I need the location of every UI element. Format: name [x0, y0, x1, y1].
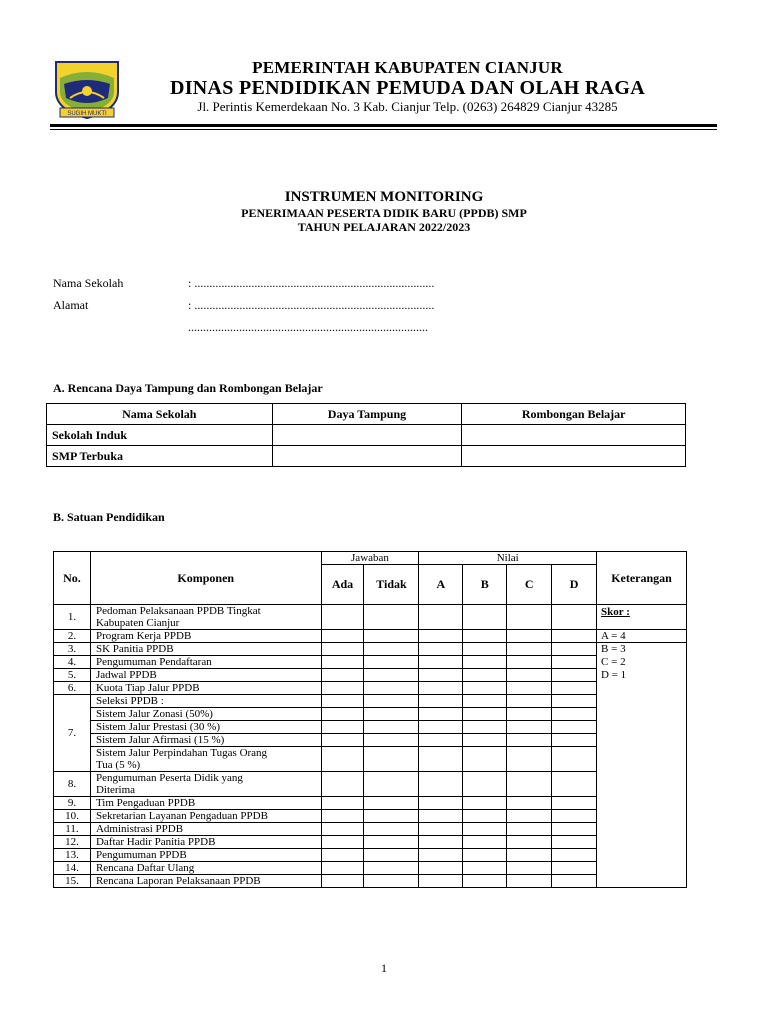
score-d-cell[interactable] — [552, 797, 597, 810]
score-c-cell[interactable] — [507, 695, 552, 708]
academic-year: TAHUN PELAJARAN 2022/2023 — [297, 220, 471, 234]
score-d-cell[interactable] — [552, 747, 597, 772]
component-label: Rencana Laporan Pelaksanaan PPDB — [90, 875, 321, 888]
component-label: Pengumuman Pendaftaran — [90, 656, 321, 669]
table-row — [54, 708, 687, 721]
component-label: Sistem Jalur Perpindahan Tugas Orang — [95, 747, 268, 759]
study-groups-cell[interactable] — [462, 446, 686, 467]
regency-logo — [52, 58, 122, 122]
answer-yes-cell[interactable] — [321, 862, 364, 875]
table-row — [47, 446, 686, 467]
component-label: Diterima — [95, 784, 136, 796]
row-number: 8. — [54, 772, 91, 797]
score-a-cell[interactable] — [419, 747, 463, 772]
component-label: Daftar Hadir Panitia PPDB — [90, 836, 321, 849]
score-b-cell[interactable] — [463, 708, 507, 721]
column-header-capacity: Daya Tampung — [272, 404, 462, 425]
score-c-cell[interactable] — [507, 656, 552, 669]
answer-no-cell[interactable] — [364, 605, 419, 630]
score-a-cell[interactable] — [419, 823, 463, 836]
score-d-cell[interactable] — [552, 630, 597, 643]
score-a-cell[interactable] — [419, 772, 463, 797]
answer-yes-cell[interactable] — [321, 797, 364, 810]
score-a-cell[interactable] — [419, 643, 463, 656]
school-name-field[interactable]: : ................................................................................ — [188, 276, 435, 290]
answer-yes-cell[interactable] — [321, 643, 364, 656]
logo-motto: SUGIH MUKTI — [67, 111, 107, 117]
answer-no-cell[interactable] — [364, 862, 419, 875]
row-number: 5. — [54, 669, 91, 682]
score-c-cell[interactable] — [507, 875, 552, 888]
component-label: Tua (5 %) — [95, 759, 141, 771]
address-field[interactable]: : ................................................................................ — [188, 298, 435, 312]
table-row — [54, 797, 687, 810]
score-b-cell[interactable] — [463, 875, 507, 888]
score-c-cell[interactable] — [507, 836, 552, 849]
score-b-cell[interactable] — [463, 630, 507, 643]
score-b-cell[interactable] — [463, 797, 507, 810]
component-label: SK Panitia PPDB — [90, 643, 321, 656]
score-a-cell[interactable] — [419, 708, 463, 721]
answer-yes-cell[interactable] — [321, 810, 364, 823]
row-number: 14. — [54, 862, 91, 875]
answer-no-cell[interactable] — [364, 810, 419, 823]
section-a-heading: A. Rencana Daya Tampung dan Rombongan Belajar — [53, 381, 323, 395]
column-header-b: B — [463, 565, 507, 605]
column-header-no: No. — [54, 552, 91, 605]
study-groups-cell[interactable] — [462, 425, 686, 446]
component-label: Tim Pengaduan PPDB — [90, 797, 321, 810]
header-divider-thin — [50, 129, 717, 130]
table-row — [54, 721, 687, 734]
office-address: Jl. Perintis Kemerdekaan No. 3 Kab. Cianjur Telp. (0263) 264829 Cianjur 43285 — [197, 99, 618, 114]
table-row — [54, 734, 687, 747]
component-label: Seleksi PPDB : — [90, 695, 321, 708]
table-row — [54, 810, 687, 823]
answer-no-cell[interactable] — [364, 669, 419, 682]
answer-yes-cell[interactable] — [321, 695, 364, 708]
score-b-cell[interactable] — [463, 810, 507, 823]
component-label: Sekretarian Layanan Pengaduan PPDB — [90, 810, 321, 823]
row-number: 3. — [54, 643, 91, 656]
table-row — [54, 695, 687, 708]
score-c-cell[interactable] — [507, 682, 552, 695]
column-header-yes: Ada — [321, 565, 364, 605]
score-d-cell[interactable] — [552, 643, 597, 656]
score-c-cell[interactable] — [507, 708, 552, 721]
table-row — [54, 862, 687, 875]
row-label-open-school: SMP Terbuka — [47, 446, 273, 467]
answer-no-cell[interactable] — [364, 695, 419, 708]
score-b-cell[interactable] — [463, 605, 507, 630]
score-d-cell[interactable] — [552, 682, 597, 695]
score-d-cell[interactable] — [552, 669, 597, 682]
score-b-cell[interactable] — [463, 734, 507, 747]
row-label-main-school: Sekolah Induk — [47, 425, 273, 446]
score-a-cell[interactable] — [419, 721, 463, 734]
score-a-cell[interactable] — [419, 875, 463, 888]
table-row — [54, 823, 687, 836]
row-number: 10. — [54, 810, 91, 823]
answer-no-cell[interactable] — [364, 747, 419, 772]
score-legend-title: Skor : — [601, 606, 630, 618]
table-header-row — [54, 552, 687, 565]
score-c-cell[interactable] — [507, 862, 552, 875]
score-d-cell[interactable] — [552, 708, 597, 721]
score-legend-c: C = 2 — [601, 656, 626, 668]
row-number: 15. — [54, 875, 91, 888]
answer-no-cell[interactable] — [364, 643, 419, 656]
score-a-cell[interactable] — [419, 836, 463, 849]
component-cell — [90, 772, 321, 797]
answer-no-cell[interactable] — [364, 708, 419, 721]
row-number: 1. — [54, 605, 91, 630]
column-header-answer: Jawaban — [321, 552, 419, 565]
column-header-c: C — [507, 565, 552, 605]
table-row — [54, 656, 687, 669]
document-subtitle: PENERIMAAN PESERTA DIDIK BARU (PPDB) SMP — [241, 206, 527, 220]
answer-yes-cell[interactable] — [321, 836, 364, 849]
answer-yes-cell[interactable] — [321, 630, 364, 643]
score-d-cell[interactable] — [552, 695, 597, 708]
school-name-label: Nama Sekolah — [53, 276, 124, 290]
score-c-cell[interactable] — [507, 747, 552, 772]
component-label: Pedoman Pelaksanaan PPDB Tingkat — [95, 605, 261, 617]
table-row — [54, 836, 687, 849]
score-a-cell[interactable] — [419, 810, 463, 823]
section-b-heading: B. Satuan Pendidikan — [53, 510, 165, 524]
office-name: DINAS PENDIDIKAN PEMUDA DAN OLAH RAGA — [169, 77, 645, 99]
row-number: 6. — [54, 682, 91, 695]
component-label: Sistem Jalur Afirmasi (15 %) — [90, 734, 321, 747]
page-number: 1 — [381, 961, 387, 975]
score-a-cell[interactable] — [419, 682, 463, 695]
answer-yes-cell[interactable] — [321, 823, 364, 836]
score-c-cell[interactable] — [507, 823, 552, 836]
score-d-cell[interactable] — [552, 836, 597, 849]
score-b-cell[interactable] — [463, 836, 507, 849]
score-b-cell[interactable] — [463, 721, 507, 734]
answer-yes-cell[interactable] — [321, 605, 364, 630]
score-d-cell[interactable] — [552, 823, 597, 836]
monitoring-table — [53, 551, 687, 888]
score-d-cell[interactable] — [552, 862, 597, 875]
score-a-cell[interactable] — [419, 734, 463, 747]
score-b-cell[interactable] — [463, 682, 507, 695]
table-row — [54, 682, 687, 695]
row-number: 12. — [54, 836, 91, 849]
score-c-cell[interactable] — [507, 797, 552, 810]
score-c-cell[interactable] — [507, 630, 552, 643]
score-legend-a: A = 4 — [597, 630, 687, 643]
column-header-d: D — [552, 565, 597, 605]
answer-yes-cell[interactable] — [321, 682, 364, 695]
answer-yes-cell[interactable] — [321, 656, 364, 669]
answer-yes-cell[interactable] — [321, 772, 364, 797]
answer-no-cell[interactable] — [364, 682, 419, 695]
score-d-cell[interactable] — [552, 656, 597, 669]
component-label: Rencana Daftar Ulang — [90, 862, 321, 875]
score-c-cell[interactable] — [507, 643, 552, 656]
score-c-cell[interactable] — [507, 772, 552, 797]
component-label: Pengumuman Peserta Didik yang — [95, 772, 243, 784]
address-field-continued[interactable]: ................................................................................ — [188, 320, 428, 334]
score-c-cell[interactable] — [507, 669, 552, 682]
component-label: Jadwal PPDB — [90, 669, 321, 682]
score-a-cell[interactable] — [419, 695, 463, 708]
score-b-cell[interactable] — [463, 772, 507, 797]
answer-no-cell[interactable] — [364, 836, 419, 849]
answer-no-cell[interactable] — [364, 875, 419, 888]
row-number: 9. — [54, 797, 91, 810]
score-c-cell[interactable] — [507, 721, 552, 734]
capacity-cell[interactable] — [272, 425, 462, 446]
row-number: 2. — [54, 630, 91, 643]
answer-no-cell[interactable] — [364, 721, 419, 734]
column-header-school: Nama Sekolah — [47, 404, 273, 425]
score-legend-title-cell — [597, 605, 687, 630]
score-b-cell[interactable] — [463, 862, 507, 875]
row-number: 13. — [54, 849, 91, 862]
score-d-cell[interactable] — [552, 734, 597, 747]
answer-yes-cell[interactable] — [321, 669, 364, 682]
component-label: Pengumuman PPDB — [90, 849, 321, 862]
score-d-cell[interactable] — [552, 605, 597, 630]
answer-yes-cell[interactable] — [321, 734, 364, 747]
score-b-cell[interactable] — [463, 669, 507, 682]
column-header-a: A — [419, 565, 463, 605]
answer-yes-cell[interactable] — [321, 849, 364, 862]
score-b-cell[interactable] — [463, 656, 507, 669]
answer-no-cell[interactable] — [364, 734, 419, 747]
answer-no-cell[interactable] — [364, 797, 419, 810]
answer-no-cell[interactable] — [364, 823, 419, 836]
answer-yes-cell[interactable] — [321, 875, 364, 888]
column-header-remarks: Keterangan — [597, 552, 687, 605]
document-title: INSTRUMEN MONITORING — [284, 189, 484, 205]
answer-yes-cell[interactable] — [321, 721, 364, 734]
component-label: Program Kerja PPDB — [90, 630, 321, 643]
table-row — [54, 669, 687, 682]
row-number: 4. — [54, 656, 91, 669]
column-header-component: Komponen — [90, 552, 321, 605]
score-b-cell[interactable] — [463, 823, 507, 836]
score-a-cell[interactable] — [419, 862, 463, 875]
score-c-cell[interactable] — [507, 849, 552, 862]
component-label: Kuota Tiap Jalur PPDB — [90, 682, 321, 695]
score-d-cell[interactable] — [552, 721, 597, 734]
component-cell — [90, 747, 321, 772]
answer-no-cell[interactable] — [364, 772, 419, 797]
score-a-cell[interactable] — [419, 849, 463, 862]
component-label: Kabupaten Cianjur — [95, 617, 180, 629]
capacity-cell[interactable] — [272, 446, 462, 467]
score-c-cell[interactable] — [507, 605, 552, 630]
column-header-score: Nilai — [419, 552, 597, 565]
address-label: Alamat — [53, 298, 89, 312]
answer-yes-cell[interactable] — [321, 747, 364, 772]
score-a-cell[interactable] — [419, 797, 463, 810]
score-b-cell[interactable] — [463, 747, 507, 772]
score-b-cell[interactable] — [463, 695, 507, 708]
score-c-cell[interactable] — [507, 810, 552, 823]
score-legend-d: D = 1 — [601, 669, 627, 681]
table-row — [54, 643, 687, 656]
score-legend — [597, 643, 687, 888]
component-cell — [90, 605, 321, 630]
score-a-cell[interactable] — [419, 656, 463, 669]
score-a-cell[interactable] — [419, 669, 463, 682]
score-legend-b: B = 3 — [601, 643, 626, 655]
answer-no-cell[interactable] — [364, 656, 419, 669]
score-d-cell[interactable] — [552, 810, 597, 823]
answer-no-cell[interactable] — [364, 849, 419, 862]
table-header-row — [47, 404, 686, 425]
answer-no-cell[interactable] — [364, 630, 419, 643]
score-d-cell[interactable] — [552, 849, 597, 862]
score-d-cell[interactable] — [552, 772, 597, 797]
table-row — [54, 605, 687, 630]
table-row — [54, 630, 687, 643]
capacity-table — [46, 403, 686, 467]
table-row — [54, 772, 687, 797]
table-row — [54, 875, 687, 888]
row-number: 11. — [54, 823, 91, 836]
score-a-cell[interactable] — [419, 605, 463, 630]
row-number: 7. — [54, 695, 91, 772]
table-row — [47, 425, 686, 446]
score-d-cell[interactable] — [552, 875, 597, 888]
column-header-study-groups: Rombongan Belajar — [462, 404, 686, 425]
score-b-cell[interactable] — [463, 643, 507, 656]
score-a-cell[interactable] — [419, 630, 463, 643]
score-b-cell[interactable] — [463, 849, 507, 862]
column-header-no-answer: Tidak — [364, 565, 419, 605]
header-divider-thick — [50, 124, 717, 127]
component-label: Sistem Jalur Prestasi (30 %) — [90, 721, 321, 734]
table-row — [54, 747, 687, 772]
component-label: Sistem Jalur Zonasi (50%) — [90, 708, 321, 721]
component-label: Administrasi PPDB — [90, 823, 321, 836]
table-row — [54, 849, 687, 862]
answer-yes-cell[interactable] — [321, 708, 364, 721]
score-c-cell[interactable] — [507, 734, 552, 747]
government-name: PEMERINTAH KABUPATEN CIANJUR — [252, 58, 563, 77]
